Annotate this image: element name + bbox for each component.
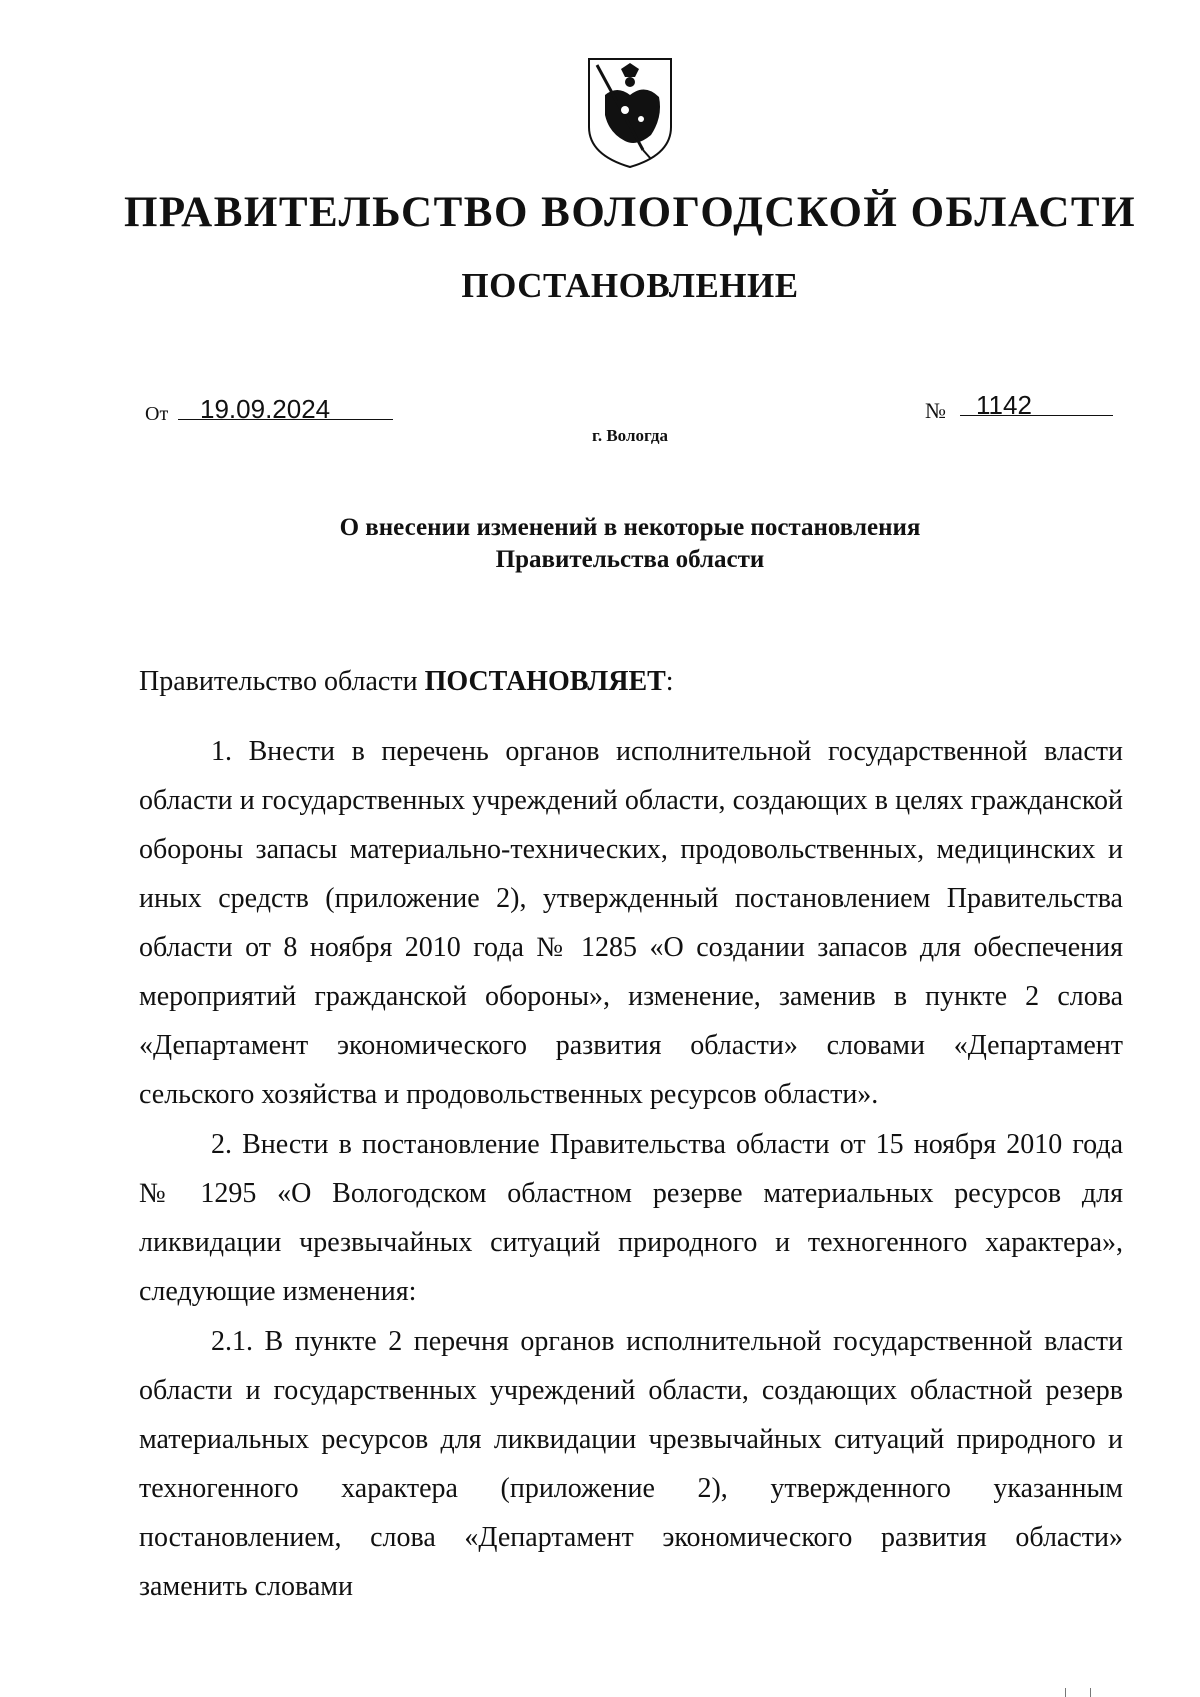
city: г. Вологда [592,426,668,445]
preamble [139,666,674,698]
paragraph-2: 2. Внести в постановление Правительства области от 15 ноября 2010 года № 1295 «О Вологодском областном резерве материальных ресурсов для ликвидации чрезвычайных ситуаций природного и техногенного характера», следующие изменения: [139,1129,1123,1307]
scan-mark [1065,1688,1091,1697]
number-prefix: № [925,398,946,423]
document-date: 19.09.2024 [200,394,331,424]
subject-line-2: Правительства области [495,546,765,573]
document-number: 1142 [976,390,1032,420]
coat-of-arms-icon [585,55,675,170]
preamble-text: Правительство области [139,666,425,697]
document-subject [0,512,1200,576]
preamble-verb: ПОСТАНОВЛЯЕТ [424,666,666,697]
document-body [139,727,1123,1612]
paragraph-2-1: 2.1. В пункте 2 перечня органов исполнительной государственной власти области и государственных учреждений области, создающих областной резерв материальных ресурсов для ликвидации чрезвычайных ситуаций природного и техногенного характера (приложение 2), утвержденного указанным постановлением, слова «Департамент экономического развития области» заменить словами [139,1326,1123,1602]
government-title: ПРАВИТЕЛЬСТВО ВОЛОГОДСКОЙ ОБЛАСТИ [123,189,1137,236]
preamble-tail: : [665,666,674,697]
subject-line-1: О внесении изменений в некоторые постановления [339,514,921,541]
document-type: ПОСТАНОВЛЕНИЕ [461,266,799,305]
paragraph-1: 1. Внести в перечень органов исполнительной государственной власти области и государственных учреждений области, создающих в целях гражданской обороны запасы материально-технических, продовольственных, медицинских и иных средств (приложение 2), утвержденный постановлением Правительства области от 8 ноября 2010 года № 1285 «О создании запасов для обеспечения мероприятий гражданской обороны», изменение, заменив в пункте 2 слова «Департамент экономического развития области» словами «Департамент сельского хозяйства и продовольственных ресурсов области». [139,736,1123,1110]
date-prefix: От [145,403,169,425]
